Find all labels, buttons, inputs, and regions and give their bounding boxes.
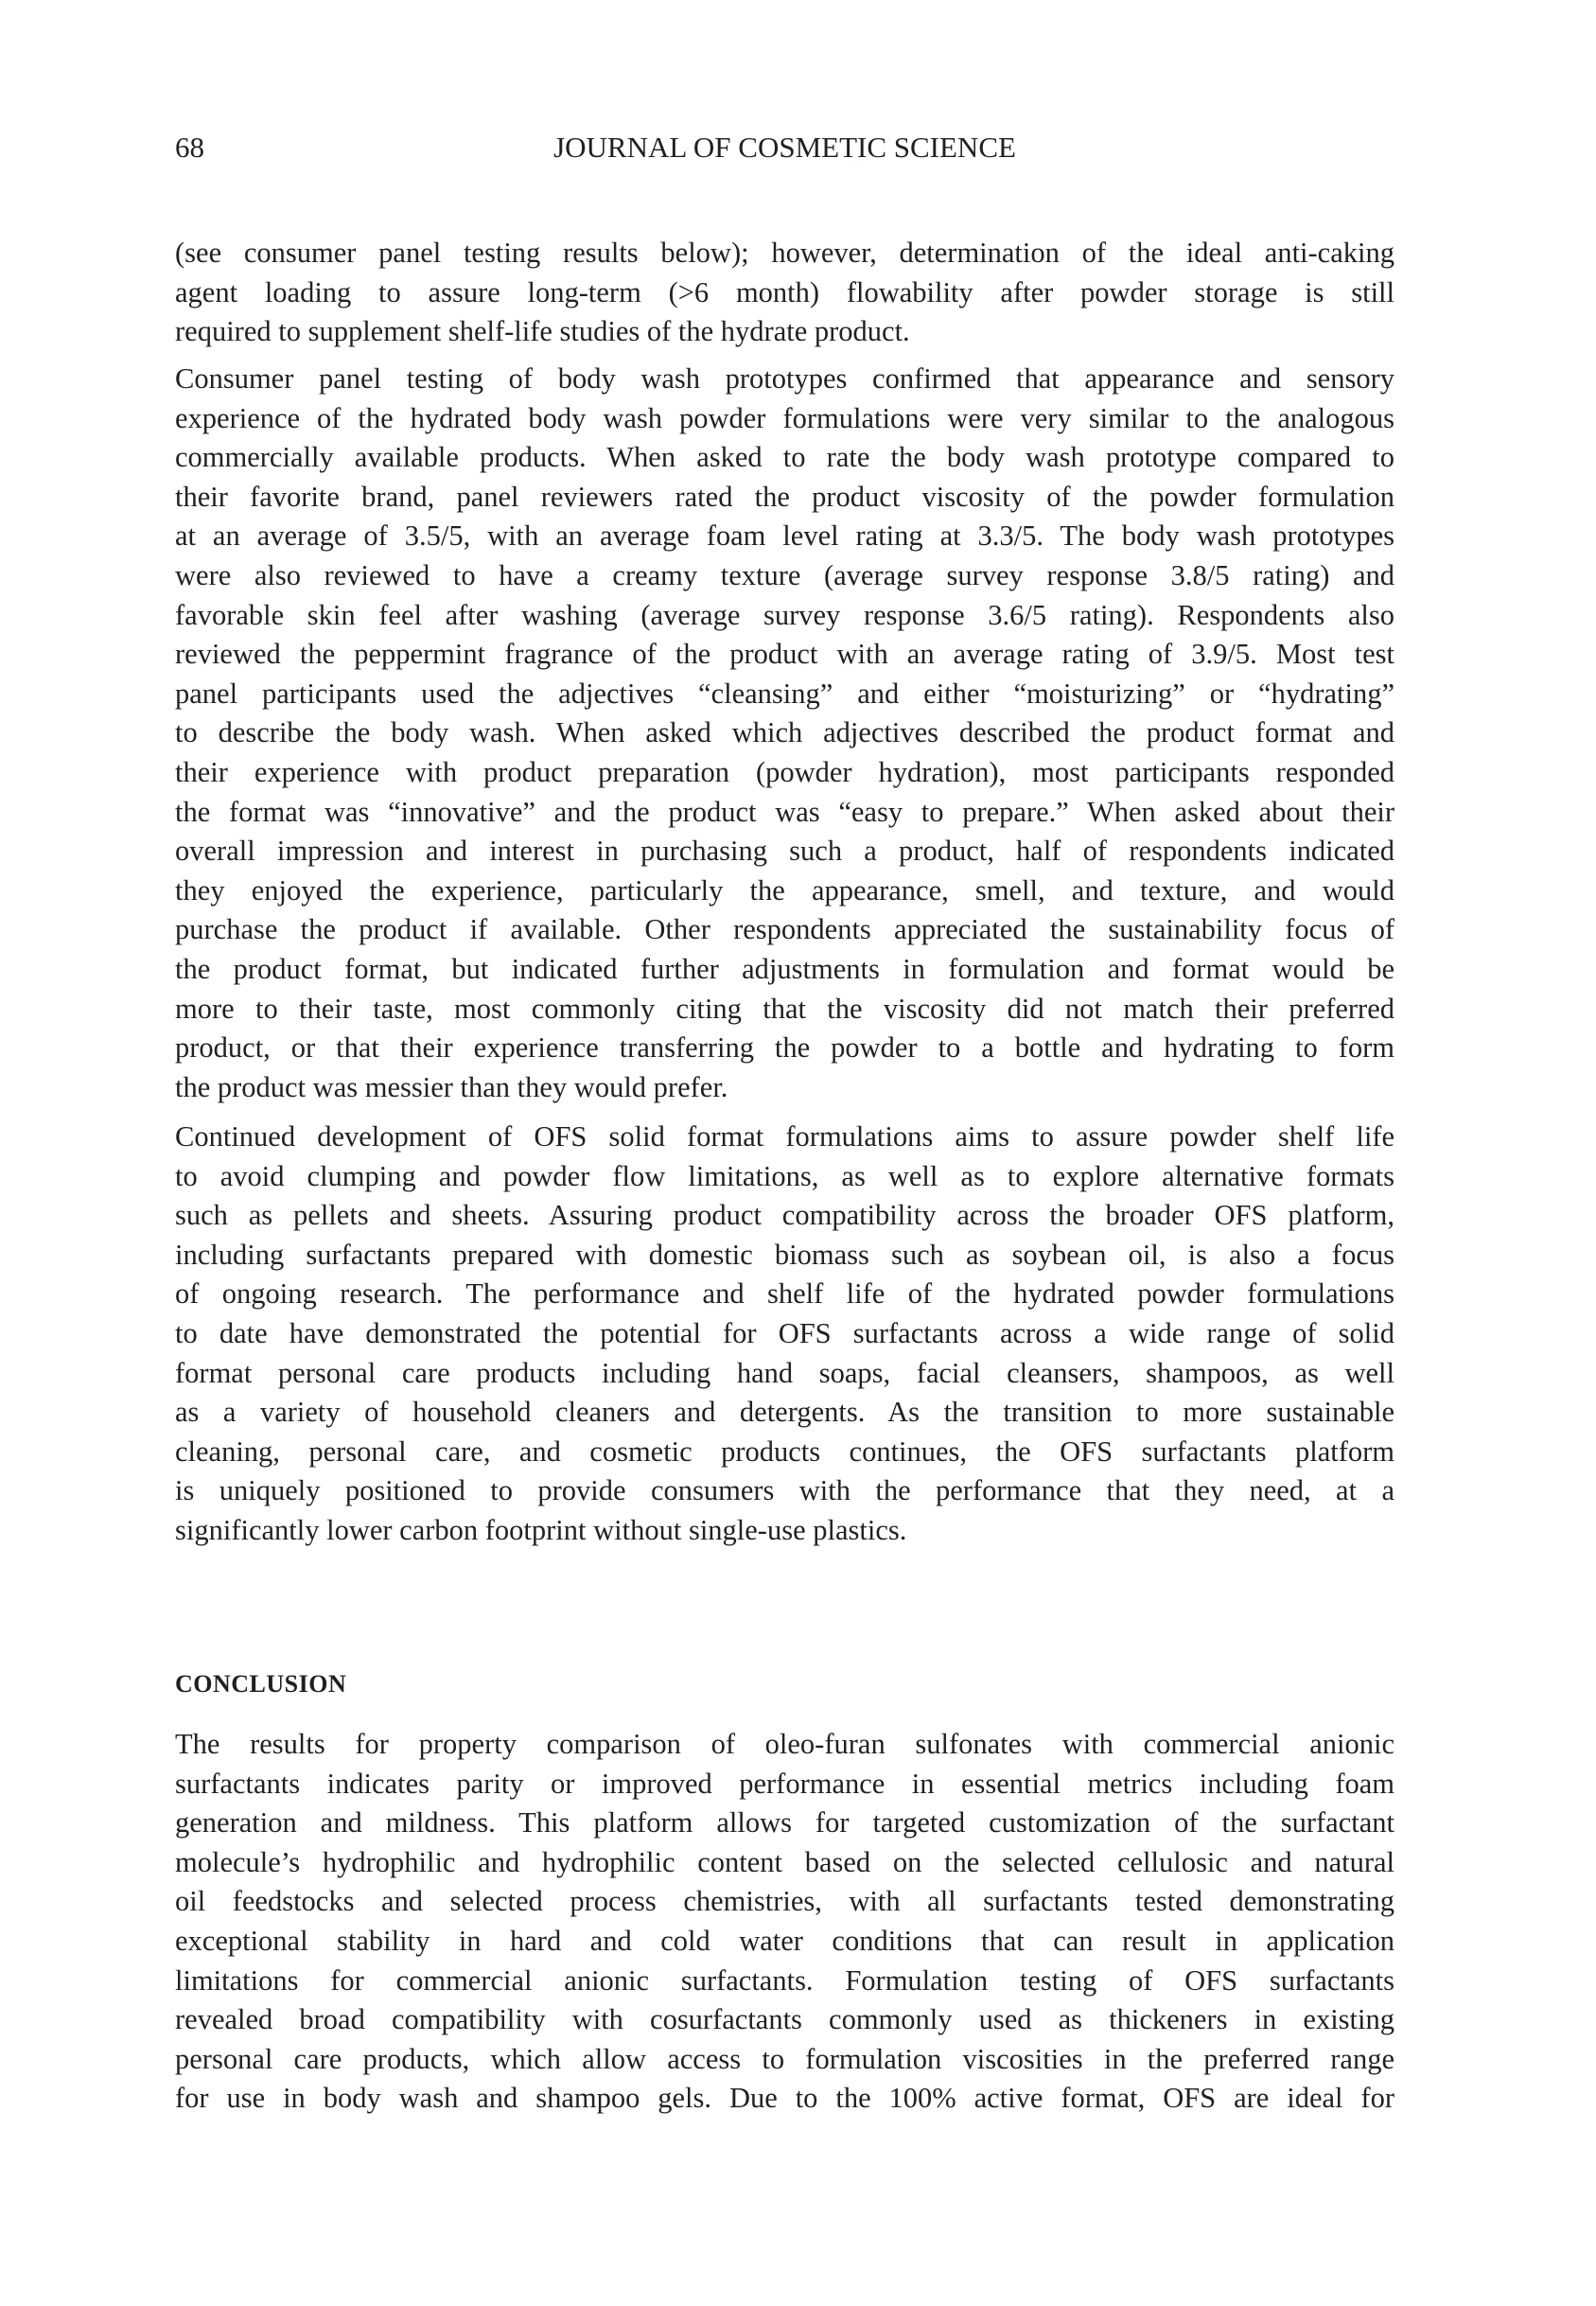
text-line: overall impression and interest in purchasing such a product, half of respondents indicated — [175, 835, 1394, 868]
text-line: their favorite brand, panel reviewers rated the product viscosity of the powder formulation — [175, 480, 1394, 513]
text-line: as a variety of household cleaners and detergents. As the transition to more sustainable — [175, 1396, 1394, 1429]
text-line: significantly lower carbon footprint without single-use plastics. — [175, 1513, 907, 1546]
text-line: (see consumer panel testing results below); however, determination of the ideal anti-caking — [175, 237, 1394, 269]
text-line: favorable skin feel after washing (average survey response 3.6/5 rating). Respondents also — [175, 598, 1394, 631]
text-line: purchase the product if available. Other respondents appreciated the sustainability focus of — [175, 913, 1394, 946]
text-line: experience of the hydrated body wash powder formulations were very similar to the analogous — [175, 401, 1394, 434]
text-line: oil feedstocks and selected process chemistries, with all surfactants tested demonstrating — [175, 1885, 1394, 1918]
text-line: panel participants used the adjectives “cleansing” and either “moisturizing” or “hydrating” — [175, 677, 1394, 710]
text-line: revealed broad compatibility with cosurfactants commonly used as thickeners in existing — [175, 2003, 1394, 2036]
text-line: required to supplement shelf-life studies of the hydrate product. — [175, 315, 910, 348]
text-line: to avoid clumping and powder flow limitations, as well as to explore alternative formats — [175, 1159, 1394, 1192]
text-line: the format was “innovative” and the product was “easy to prepare.” When asked about their — [175, 795, 1394, 828]
text-line: of ongoing research. The performance and shelf life of the hydrated powder formulations — [175, 1277, 1394, 1311]
text-line: agent loading to assure long-term (>6 month) flowability after powder storage is still — [175, 275, 1394, 308]
text-line: including surfactants prepared with domestic biomass such as soybean oil, is also a focus — [175, 1238, 1394, 1271]
journal-title: JOURNAL OF COSMETIC SCIENCE — [553, 131, 1016, 164]
text-line: were also reviewed to have a creamy texture (average survey response 3.8/5 rating) and — [175, 558, 1394, 591]
paragraph-anti-caking — [175, 234, 1394, 352]
text-line: format personal care products including hand soaps, facial cleansers, shampoos, as well — [175, 1356, 1394, 1389]
paragraph-continued-development — [175, 1118, 1394, 1551]
text-line: the product was messier than they would prefer. — [175, 1070, 728, 1103]
text-line: exceptional stability in hard and cold water conditions that can result in application — [175, 1924, 1394, 1957]
text-line: personal care products, which allow access to formulation viscosities in the preferred range — [175, 2042, 1394, 2075]
text-line: surfactants indicates parity or improved performance in essential metrics including foam — [175, 1767, 1394, 1800]
text-line: Continued development of OFS solid format formulations aims to assure powder shelf life — [175, 1120, 1394, 1153]
paragraph-conclusion — [175, 1725, 1394, 2119]
text-line: at an average of 3.5/5, with an average foam level rating at 3.3/5. The body wash prototypes — [175, 519, 1394, 553]
text-line: they enjoyed the experience, particularly the appearance, smell, and texture, and would — [175, 873, 1394, 907]
text-line: such as pellets and sheets. Assuring product compatibility across the broader OFS platform, — [175, 1199, 1394, 1232]
text-line: is uniquely positioned to provide consumers with the performance that they need, at a — [175, 1474, 1394, 1507]
text-line: to describe the body wash. When asked which adjectives described the product format and — [175, 716, 1394, 749]
text-line: the product format, but indicated further adjustments in formulation and format would be — [175, 952, 1394, 985]
text-line: cleaning, personal care, and cosmetic products continues, the OFS surfactants platform — [175, 1435, 1394, 1468]
text-line: their experience with product preparation (powder hydration), most participants responded — [175, 755, 1394, 788]
paragraph-consumer-panel — [175, 360, 1394, 1107]
text-line: The results for property comparison of oleo-furan sulfonates with commercial anionic — [175, 1728, 1394, 1760]
section-heading-conclusion: CONCLUSION — [175, 1670, 347, 1698]
text-line: Consumer panel testing of body wash prototypes confirmed that appearance and sensory — [175, 362, 1394, 395]
text-line: to date have demonstrated the potential for OFS surfactants across a wide range of solid — [175, 1316, 1394, 1349]
text-line: commercially available products. When asked to rate the body wash prototype compared to — [175, 441, 1394, 474]
text-line: generation and mildness. This platform allows for targeted customization of the surfactant — [175, 1806, 1394, 1840]
text-line: more to their taste, most commonly citing that the viscosity did not match their preferred — [175, 992, 1394, 1025]
text-line: product, or that their experience transferring the powder to a bottle and hydrating to form — [175, 1031, 1394, 1065]
text-line: reviewed the peppermint fragrance of the product with an average rating of 3.9/5. Most test — [175, 638, 1394, 671]
text-line: for use in body wash and shampoo gels. Due to the 100% active format, OFS are ideal for — [175, 2082, 1394, 2115]
text-line: molecule’s hydrophilic and hydrophilic content based on the selected cellulosic and natural — [175, 1845, 1394, 1878]
text-line: limitations for commercial anionic surfactants. Formulation testing of OFS surfactants — [175, 1963, 1394, 1997]
page-number: 68 — [175, 131, 204, 164]
running-header — [175, 129, 1394, 167]
